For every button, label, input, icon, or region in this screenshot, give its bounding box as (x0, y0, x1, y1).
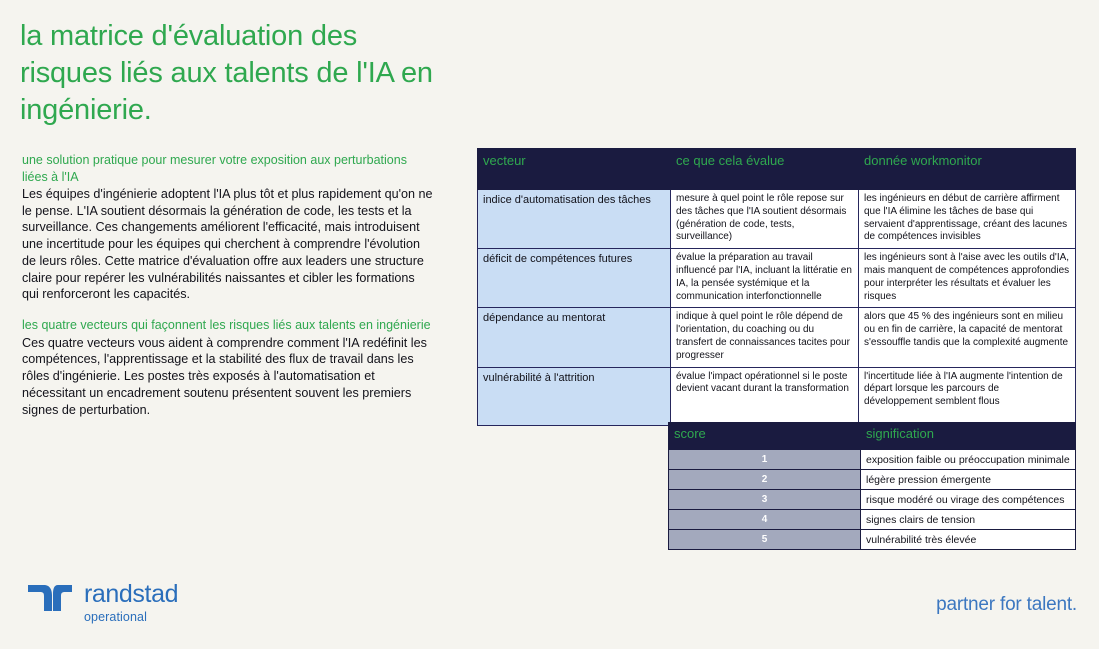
score-row (669, 490, 1076, 510)
cell-donnee: l'incertitude liée à l'IA augmente l'intention de départ lorsque les parcours de développement semblent flous (859, 367, 1076, 425)
cell-score-value: 2 (669, 470, 861, 490)
table-row (478, 249, 1076, 308)
copy-body: Les équipes d'ingénierie adoptent l'IA plus tôt et plus rapidement qu'on ne le pense. L'IA soutient désormais la génération de code, les tests et la surveillance. Ces changements améliorent l'efficacité, mais introduisent une incertitude pour les équipes qui cherchent à comprendre l'évolution de leurs rôles. Cette matrice d'évaluation offre aux leaders une structure claire pour repérer les vulnérabilités naissantes et cibler les formations qui renforceront les capacités. (22, 187, 433, 302)
copy-heading: les quatre vecteurs qui façonnent les risques liés aux talents en ingénierie (22, 318, 431, 333)
footer-tagline: partner for talent. (936, 594, 1077, 615)
score-row (669, 530, 1076, 550)
score-header-row (669, 423, 1076, 450)
cell-score-value: 1 (669, 450, 861, 470)
column-header-donnee: donnée workmonitor (859, 149, 1076, 190)
cell-donnee: les ingénieurs sont à l'aise avec les outils d'IA, mais manquent de compétences approfondies pour interpréter les résultats et évaluer les risques (859, 249, 1076, 308)
table-header-row (478, 149, 1076, 190)
column-header-signification: signification (861, 423, 1076, 450)
copy-block (22, 152, 434, 303)
copy-heading: une solution pratique pour mesurer votre exposition aux perturbations liées à l'IA (22, 153, 407, 184)
cell-evalue: mesure à quel point le rôle repose sur des tâches que l'IA soutient désormais (génération de code, tests, surveillance) (671, 190, 859, 249)
column-header-evalue: ce que cela évalue (671, 149, 859, 190)
cell-vecteur: déficit de compétences futures (478, 249, 671, 308)
cell-score-value: 3 (669, 490, 861, 510)
score-row (669, 470, 1076, 490)
column-header-score: score (669, 423, 861, 450)
table-row (478, 190, 1076, 249)
cell-evalue: indique à quel point le rôle dépend de l'orientation, du coaching ou du transfert de connaissances tacites pour progresser (671, 308, 859, 367)
score-row (669, 450, 1076, 470)
cell-donnee: alors que 45 % des ingénieurs sont en milieu ou en fin de carrière, la capacité de mentorat s'essouffle tandis que la complexité augmente (859, 308, 1076, 367)
table-row (478, 308, 1076, 367)
randstad-wordmark (84, 579, 179, 625)
cell-score-meaning: signes clairs de tension (861, 510, 1076, 530)
risk-matrix-table (477, 148, 1076, 426)
cell-vecteur: vulnérabilité à l'attrition (478, 367, 671, 425)
cell-score-value: 4 (669, 510, 861, 530)
cell-vecteur: dépendance au mentorat (478, 308, 671, 367)
cell-score-meaning: risque modéré ou virage des compétences (861, 490, 1076, 510)
copy-block (22, 317, 434, 418)
cell-score-meaning: légère pression émergente (861, 470, 1076, 490)
randstad-logo (28, 579, 179, 625)
randstad-mark-icon (28, 585, 72, 616)
copy-body: Ces quatre vecteurs vous aident à comprendre comment l'IA redéfinit les compétences, l'apprentissage et la stabilité des flux de travail dans les rôles d'ingénierie. Les postes très exposés à l'automatisation et nécessitant un encadrement soutenu présentent souvent les premiers signes de perturbation. (22, 335, 427, 417)
cell-donnee: les ingénieurs en début de carrière affirment que l'IA élimine les tâches de base qui servaient d'apprentissage, créant des lacunes de compétences invisibles (859, 190, 1076, 249)
intro-copy-column (22, 152, 434, 432)
score-legend-table (668, 422, 1076, 550)
page-title: la matrice d'évaluation des risques liés aux talents de l'IA en ingénierie. (20, 20, 433, 127)
cell-score-value: 5 (669, 530, 861, 550)
cell-evalue: évalue l'impact opérationnel si le poste devient vacant durant la transformation (671, 367, 859, 425)
table-row (478, 367, 1076, 425)
score-row (669, 510, 1076, 530)
cell-score-meaning: exposition faible ou préoccupation minimale (861, 450, 1076, 470)
cell-evalue: évalue la préparation au travail influencé par l'IA, incluant la littératie en IA, la pensée systémique et la communication interfonctionnelle (671, 249, 859, 308)
column-header-vecteur: vecteur (478, 149, 671, 190)
brand-subtitle: operational (84, 609, 147, 624)
cell-vecteur: indice d'automatisation des tâches (478, 190, 671, 249)
brand-name: randstad (84, 579, 179, 608)
cell-score-meaning: vulnérabilité très élevée (861, 530, 1076, 550)
